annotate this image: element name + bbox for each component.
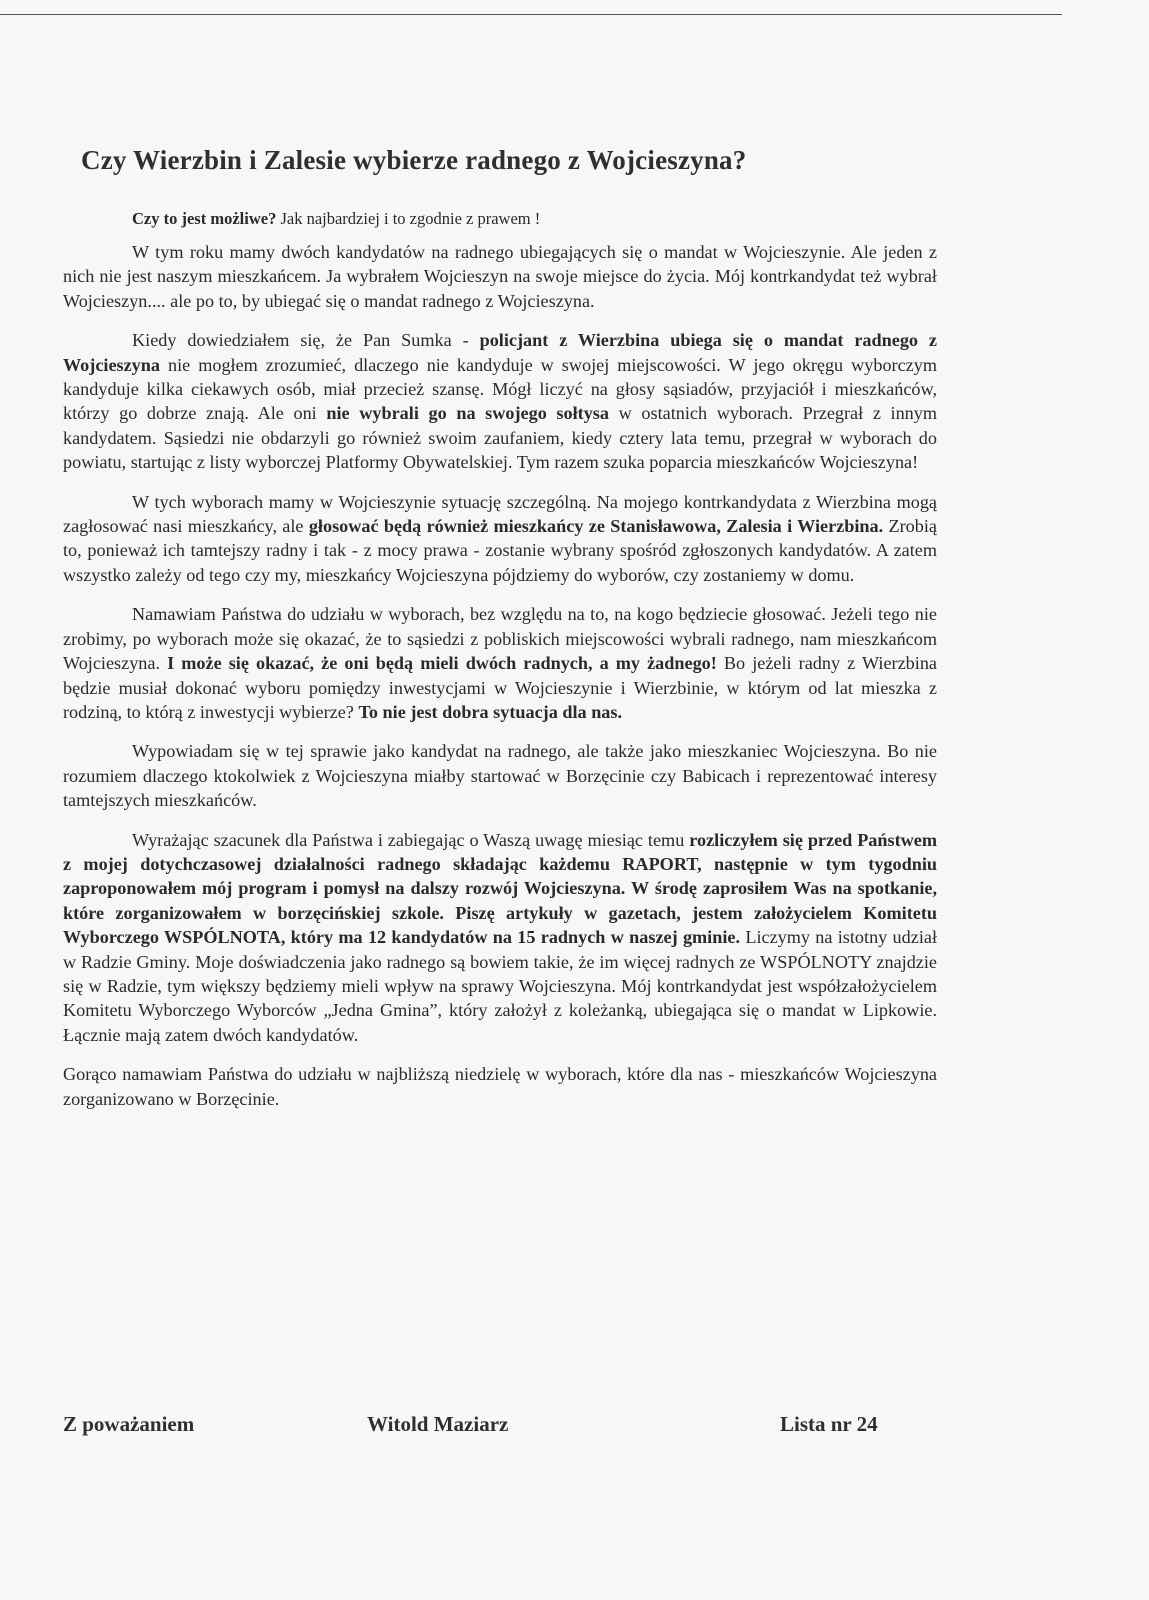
- paragraph: [63, 1062, 937, 1111]
- text-run: Gorąco namawiam Państwa do udziału w najbliższą niedzielę w wyborach, które dla nas - mieszkańców Wojcieszyna zorganizowano w Borzęcinie.: [63, 1064, 937, 1109]
- author-name: Witold Maziarz: [367, 1412, 509, 1436]
- top-rule: [0, 14, 1062, 15]
- closing-text: Z poważaniem: [63, 1412, 195, 1436]
- list-number: Lista nr 24: [780, 1412, 878, 1436]
- intro-answer: Jak najbardziej i to zgodnie z prawem !: [276, 209, 541, 228]
- bold-text: nie wybrali go na swojego sołtysa: [326, 403, 609, 424]
- letter-title: Czy Wierzbin i Zalesie wybierze radnego z Wojcieszyna?: [81, 145, 747, 175]
- text-run: W tych wyborach mamy w Wojcieszynie sytuację szczególną. Na mojego kontrkandydata z Wierzbina mogą zagłosować nasi mieszkańcy, ale: [63, 491, 937, 537]
- text-run: Wyrażając szacunek dla Państwa i zabiegając o Waszą uwagę miesiąc temu: [132, 829, 690, 850]
- paragraph: [63, 828, 937, 1048]
- text-run: Zrobią to, ponieważ ich tamtejszy radny i tak - z mocy prawa - zostanie wybrany spośród zgłoszonych kandydatów. A zatem wszystko zależy od tego czy my, mieszkańcy Wojcieszyna pójdziemy do wyborów, czy zostaniemy w domu.: [63, 516, 937, 585]
- text-run: W tym roku mamy dwóch kandydatów na radnego ubiegających się o mandat w Wojcieszynie. Ale jeden z nich nie jest naszym mieszkańcem. Ja wybrałem Wojcieszyn na swoje miejsce do życia. Mój kontrkandydat też wybrał Wojcieszyn.... ale po to, by ubiegać się o mandat radnego z Wojcieszyna.: [63, 242, 937, 311]
- bold-text: To nie jest dobra sytuacja dla nas.: [358, 701, 623, 722]
- text-run: Liczymy na istotny udział w Radzie Gminy. Moje doświadczenia jako radnego są bowiem takie, że im więcej radnych ze WSPÓLNOTY znajdzie się w Radzie, tym większy będziemy mieli wpływ na sprawy Wojcieszyna. Mój kontrkandydat jest współzałożycielem Komitetu Wyborczego Wyborców „Jedna Gmina”, który założył z koleżanką, ubiegająca się o mandat w Lipkowie. Łącznie mają zatem dwóch kandydatów.: [63, 927, 937, 1045]
- text-run: w ostatnich wyborach. Przegrał z innym kandydatem. Sąsiedzi nie obdarzyli go również swoim zaufaniem, kiedy cztery lata temu, przegrał w wyborach do powiatu, startując z listy wyborczej Platformy Obywatelskiej. Tym razem szuka poparcia mieszkańców Wojcieszyna!: [63, 403, 938, 473]
- text-run: nie mogłem zrozumieć, dlaczego nie kandyduje w swojej miejscowości. W jego okręgu wyborczym kandyduje kilka ciekawych osób, miał przecież szansę. Mógł liczyć na głosy sąsiadów, przyjaciół i mieszkańców, którzy go dobrze znają. Ale oni: [63, 354, 937, 424]
- bold-text: I może się okazać, że oni będą mieli dwóch radnych, a my żadnego!: [167, 653, 717, 674]
- text-run: Bo jeżeli radny z Wierzbina będzie musiał dokonać wyboru pomiędzy inwestycjami w Wojcieszynie i Wierzbinie, w którym od lat mieszka z rodziną, to którą z inwestycji wybierze?: [63, 653, 937, 722]
- intro-question: Czy to jest możliwe?: [132, 209, 277, 228]
- paragraph: [63, 328, 937, 474]
- paragraph: [63, 240, 937, 313]
- bold-text: policjant z Wierzbina ubiega się o mandat radnego z Wojcieszyna: [63, 330, 937, 375]
- letter-body: [63, 240, 937, 1126]
- bold-text: rozliczyłem się przed Państwem z mojej dotychczasowej działalności radnego składając każdemu RAPORT, następnie w tym tygodniu zaproponowałem mój program i pomysł na dalszy rozwój Wojcieszyna. W środę zaprosiłem Was na spotkanie, które zorganizowałem w borzęcińskiej szkole. Piszę artykuły w gazetach, jestem założycielem Komitetu Wyborczego WSPÓLNOTA, który ma 12 kandydatów na 15 radnych w naszej gminie.: [63, 829, 937, 948]
- bold-text: głosować będą również mieszkańcy ze Stanisławowa, Zalesia i Wierzbina.: [308, 516, 884, 537]
- paragraph: [63, 739, 937, 812]
- intro-line: [132, 209, 540, 229]
- paragraph: [63, 490, 937, 588]
- text-run: Kiedy dowiedziałem się, że Pan Sumka -: [132, 330, 480, 351]
- paragraph: [63, 602, 937, 724]
- text-run: Namawiam Państwa do udziału w wyborach, bez względu na to, na kogo będziecie głosować. Jeżeli tego nie zrobimy, po wyborach może się okazać, że to sąsiedzi z pobliskich miejscowości wybrali radnego, nam mieszkańcom Wojcieszyna.: [63, 604, 937, 674]
- text-run: Wypowiadam się w tej sprawie jako kandydat na radnego, ale także jako mieszkaniec Wojcieszyna. Bo nie rozumiem dlaczego ktokolwiek z Wojcieszyna miałby startować w Borzęcinie czy Babicach i reprezentować interesy tamtejszych mieszkańców.: [63, 741, 937, 811]
